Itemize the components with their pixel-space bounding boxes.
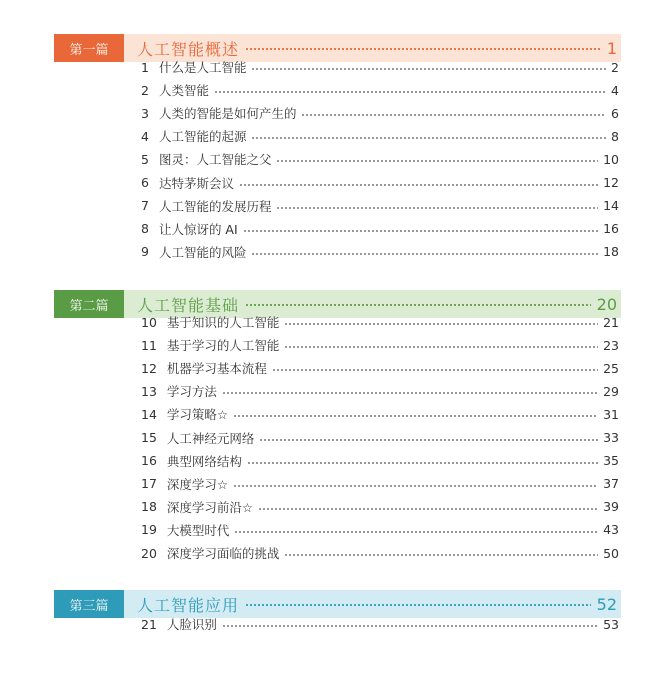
chapter-page-number: 39 <box>603 499 619 515</box>
chapter-entry[interactable] <box>141 174 619 192</box>
chapter-number: 2 <box>141 82 149 98</box>
chapter-number: 19 <box>141 522 157 538</box>
chapter-title: 基于知识的人工智能 <box>166 315 280 330</box>
chapter-title: 什么是人工智能 <box>158 60 247 75</box>
chapter-title: 达特茅斯会议 <box>158 175 234 191</box>
chapter-title: 典型网络结构 <box>166 453 242 469</box>
chapter-entry[interactable] <box>141 81 619 99</box>
chapter-page-number: 53 <box>603 616 619 632</box>
chapter-entry[interactable] <box>141 521 619 539</box>
part-page-number: 20 <box>596 294 617 314</box>
chapter-title: 人工智能的起源 <box>158 129 247 145</box>
dot-leader <box>233 485 598 487</box>
part-header[interactable] <box>54 590 621 618</box>
chapter-page-number: 18 <box>603 244 619 260</box>
chapter-entry[interactable] <box>141 150 619 168</box>
chapter-number: 12 <box>141 360 157 376</box>
dot-leader <box>214 91 606 93</box>
part-title: 人工智能应用 <box>137 595 240 615</box>
chapter-entry[interactable] <box>141 197 619 215</box>
chapter-number: 5 <box>141 151 149 167</box>
dot-leader <box>284 554 598 556</box>
chapter-entry[interactable] <box>141 498 619 516</box>
chapter-number: 9 <box>141 244 149 260</box>
chapter-page-number: 23 <box>603 337 619 353</box>
chapter-page-number: 4 <box>611 82 619 98</box>
chapter-title: 机器学习基本流程 <box>166 361 267 377</box>
chapter-entry[interactable] <box>141 452 619 470</box>
chapter-entry[interactable] <box>141 220 619 238</box>
chapter-page-number: 29 <box>603 383 619 399</box>
chapter-page-number: 8 <box>611 128 619 144</box>
chapter-number: 15 <box>141 430 157 445</box>
dot-leader <box>258 508 598 510</box>
chapter-entry[interactable] <box>141 544 619 562</box>
chapter-page-number: 31 <box>603 406 619 422</box>
chapter-entry[interactable] <box>141 243 619 261</box>
dot-leader <box>233 415 598 417</box>
dot-leader <box>239 184 598 186</box>
chapter-page-number: 2 <box>611 59 619 75</box>
chapter-title: 人工神经元网络 <box>166 430 255 446</box>
chapter-entry[interactable] <box>141 615 619 633</box>
dot-leader <box>272 369 598 371</box>
chapter-entry[interactable] <box>141 104 619 122</box>
chapter-title: 深度学习☆ <box>166 476 229 492</box>
dot-leader <box>301 114 606 116</box>
dot-leader <box>284 346 598 348</box>
chapter-entry[interactable] <box>141 336 619 354</box>
chapter-number: 14 <box>141 406 157 422</box>
chapter-title: 大模型时代 <box>166 522 230 538</box>
dot-leader <box>276 207 598 209</box>
chapter-page-number: 10 <box>603 151 619 167</box>
chapter-title: 人工智能的风险 <box>158 244 247 260</box>
chapter-entry[interactable] <box>141 58 619 76</box>
chapter-title: 学习策略☆ <box>166 407 229 423</box>
dot-leader <box>247 462 598 464</box>
chapter-number: 21 <box>141 616 157 632</box>
chapter-number: 1 <box>141 59 149 75</box>
dot-leader <box>245 48 601 50</box>
chapter-page-number: 35 <box>603 453 619 469</box>
chapter-page-number: 16 <box>603 221 619 237</box>
chapter-title: 人类的智能是如何产生的 <box>158 106 297 122</box>
part-title: 人工智能概述 <box>137 39 240 59</box>
chapter-page-number: 25 <box>603 360 619 376</box>
chapter-number: 6 <box>141 175 149 190</box>
chapter-page-number: 43 <box>603 522 619 538</box>
chapter-title: 让人惊讶的 AI <box>158 221 238 237</box>
dot-leader <box>243 230 598 232</box>
dot-leader <box>234 531 598 533</box>
chapter-entry[interactable] <box>141 405 619 423</box>
chapter-page-number: 21 <box>603 314 619 330</box>
chapter-number: 11 <box>141 337 157 353</box>
chapter-title: 深度学习前沿☆ <box>166 499 254 515</box>
chapter-number: 8 <box>141 221 149 237</box>
part-page-number: 1 <box>606 38 617 58</box>
part-tag: 第三篇 <box>54 590 124 618</box>
dot-leader <box>251 137 606 139</box>
chapter-number: 3 <box>141 105 149 121</box>
chapter-title: 深度学习面临的挑战 <box>166 546 280 561</box>
chapter-title: 学习方法 <box>166 384 217 400</box>
chapter-entry[interactable] <box>141 429 619 447</box>
chapter-page-number: 50 <box>603 545 619 561</box>
chapter-number: 16 <box>141 453 157 469</box>
part-tag: 第二篇 <box>54 290 124 318</box>
part-page-number: 52 <box>596 594 617 614</box>
chapter-number: 7 <box>141 198 149 214</box>
chapter-title: 基于学习的人工智能 <box>166 338 280 354</box>
chapter-number: 20 <box>141 545 157 561</box>
chapter-page-number: 14 <box>603 198 619 214</box>
chapter-title: 人工智能的发展历程 <box>158 198 272 214</box>
chapter-entry[interactable] <box>141 475 619 493</box>
dot-leader <box>251 253 598 255</box>
chapter-page-number: 37 <box>603 476 619 492</box>
chapter-number: 4 <box>141 128 149 144</box>
part-band <box>124 590 621 618</box>
dot-leader <box>276 160 598 162</box>
dot-leader <box>284 323 598 325</box>
chapter-title: 人脸识别 <box>166 617 217 632</box>
part-tag: 第一篇 <box>54 34 124 62</box>
chapter-page-number: 12 <box>603 175 619 190</box>
chapter-entry[interactable] <box>141 127 619 145</box>
chapter-title: 人类智能 <box>158 83 209 99</box>
dot-leader <box>245 304 591 306</box>
chapter-entry[interactable] <box>141 382 619 400</box>
dot-leader <box>222 625 598 627</box>
chapter-entry[interactable] <box>141 359 619 377</box>
chapter-number: 18 <box>141 499 157 515</box>
chapter-entry[interactable] <box>141 313 619 331</box>
chapter-title: 图灵：人工智能之父 <box>158 152 272 168</box>
chapter-number: 10 <box>141 314 157 330</box>
chapter-number: 17 <box>141 476 157 492</box>
dot-leader <box>245 604 591 606</box>
chapter-page-number: 33 <box>603 430 619 445</box>
dot-leader <box>259 439 598 441</box>
dot-leader <box>251 68 606 70</box>
dot-leader <box>222 392 598 394</box>
chapter-number: 13 <box>141 383 157 399</box>
part-title: 人工智能基础 <box>137 295 240 315</box>
chapter-page-number: 6 <box>611 105 619 121</box>
